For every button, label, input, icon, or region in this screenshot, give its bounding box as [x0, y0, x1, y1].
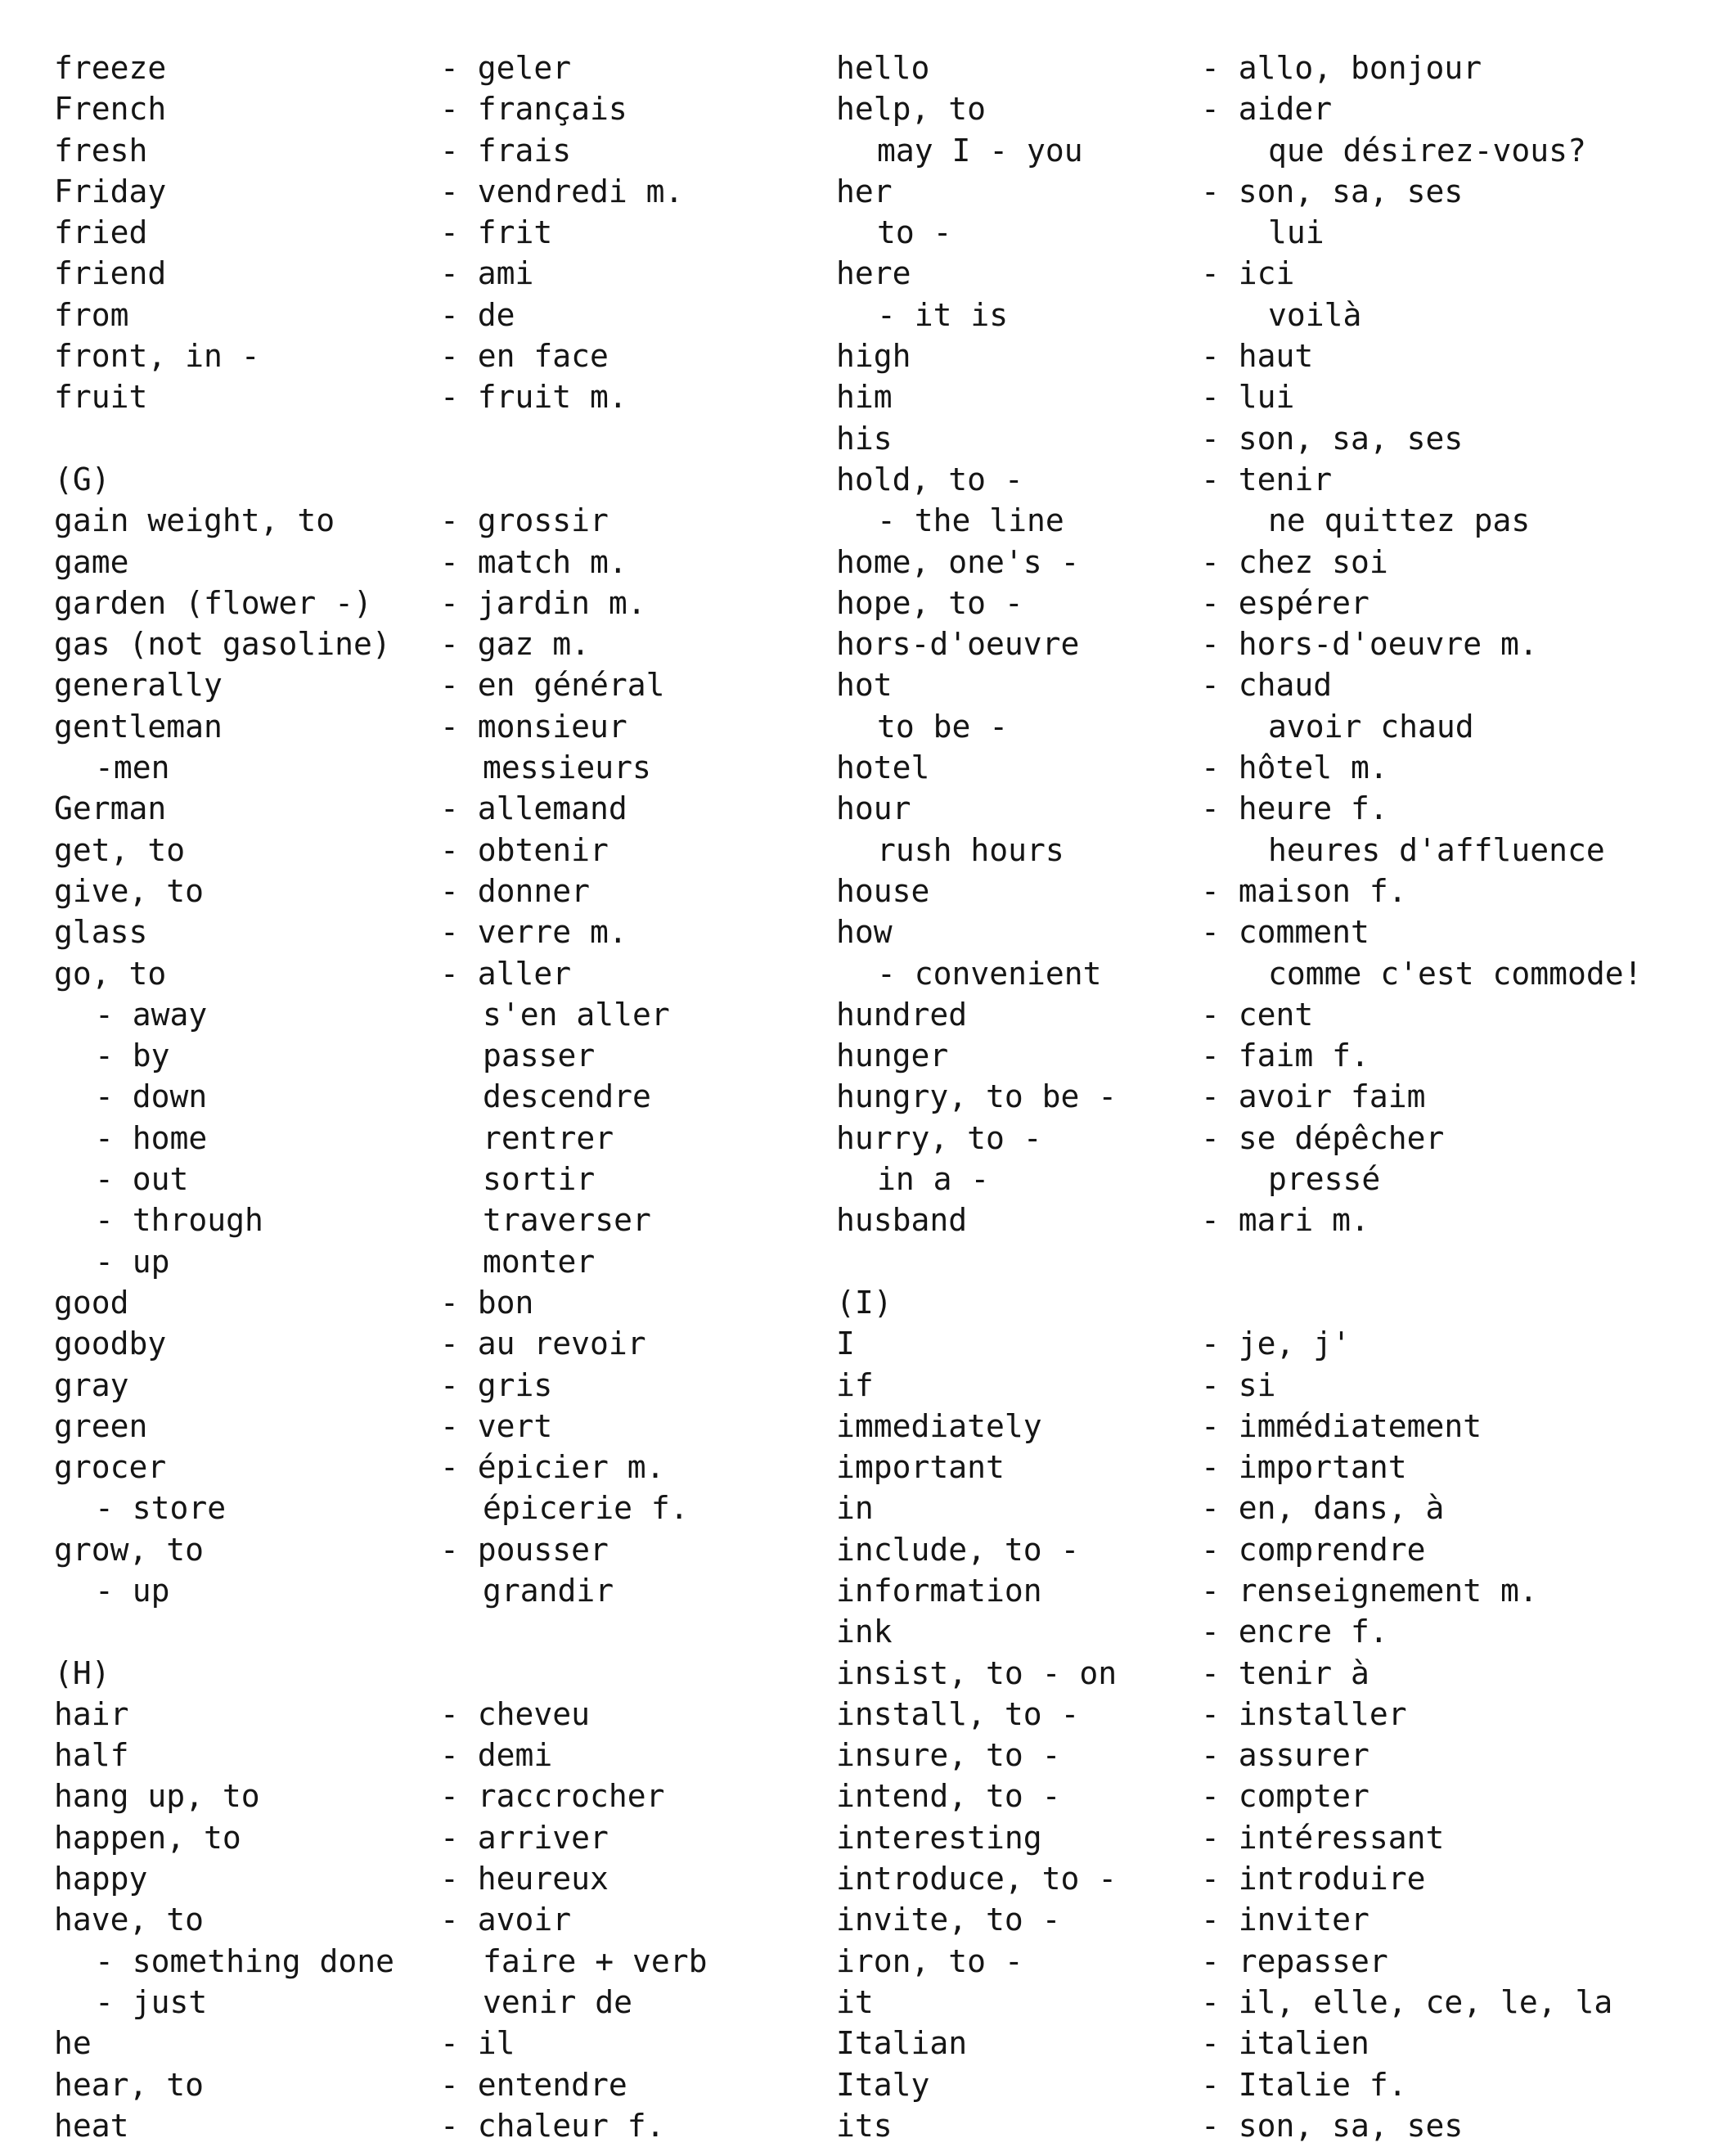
- english-term: (H): [54, 1654, 110, 1691]
- french-translation: - fruit m.: [440, 379, 627, 416]
- french-translation: - heureux: [440, 1861, 609, 1897]
- english-term: get, to: [54, 831, 186, 868]
- french-translation: heures d'affluence: [1268, 831, 1605, 868]
- english-term: hot: [836, 667, 893, 704]
- french-translation: - je, j': [1201, 1326, 1351, 1362]
- french-translation: - jardin m.: [440, 584, 646, 621]
- french-translation: - entendre: [440, 2066, 627, 2103]
- english-term: information: [836, 1572, 1042, 1609]
- english-subterm: - up: [95, 1572, 170, 1609]
- french-translation: - italien: [1201, 2025, 1369, 2062]
- french-translation: - demi: [440, 1737, 553, 1774]
- english-term: his: [836, 420, 893, 457]
- english-term: half: [54, 1737, 129, 1774]
- french-translation: - arriver: [440, 1819, 609, 1856]
- english-term: game: [54, 543, 129, 580]
- french-translation: - gaz m.: [440, 626, 591, 663]
- french-translation: - Italie f.: [1201, 2066, 1407, 2103]
- english-subterm: - by: [95, 1037, 170, 1074]
- french-translation: descendre: [483, 1078, 651, 1115]
- french-translation: - introduire: [1201, 1861, 1426, 1897]
- french-translation: - son, sa, ses: [1201, 173, 1464, 209]
- french-translation: - raccrocher: [440, 1778, 665, 1815]
- english-term: hear, to: [54, 2066, 205, 2103]
- french-translation: - il: [440, 2025, 515, 2062]
- french-translation: - immédiatement: [1201, 1407, 1482, 1444]
- french-translation: voilà: [1268, 296, 1362, 333]
- french-translation: - heure f.: [1201, 790, 1388, 827]
- french-translation: - intéressant: [1201, 1819, 1445, 1856]
- english-term: house: [836, 872, 930, 909]
- english-term: French: [54, 91, 167, 128]
- english-term: have, to: [54, 1902, 205, 1938]
- english-term: give, to: [54, 872, 205, 909]
- french-translation: - chez soi: [1201, 543, 1388, 580]
- english-subterm: - store: [95, 1490, 227, 1527]
- english-term: fruit: [54, 379, 148, 416]
- french-translation: - son, sa, ses: [1201, 2107, 1464, 2144]
- english-term: freeze: [54, 50, 167, 86]
- english-term: hunger: [836, 1037, 949, 1074]
- french-translation: - aller: [440, 955, 572, 992]
- english-term: insist, to - on: [836, 1654, 1118, 1691]
- french-translation: comme c'est commode!: [1268, 955, 1643, 992]
- french-translation: - en face: [440, 338, 609, 375]
- french-translation: - français: [440, 91, 627, 128]
- french-translation: - match m.: [440, 543, 627, 580]
- english-subterm: rush hours: [877, 831, 1064, 868]
- english-term: important: [836, 1449, 1005, 1486]
- french-translation: passer: [483, 1037, 596, 1074]
- english-subterm: - out: [95, 1161, 189, 1198]
- french-translation: - hôtel m.: [1201, 749, 1388, 786]
- french-translation: - en, dans, à: [1201, 1490, 1445, 1527]
- english-term: I: [836, 1326, 855, 1362]
- english-term: include, to -: [836, 1531, 1080, 1568]
- french-translation: - cheveu: [440, 1695, 591, 1732]
- french-translation: venir de: [483, 1983, 633, 2020]
- english-term: green: [54, 1407, 148, 1444]
- english-term: grocer: [54, 1449, 167, 1486]
- french-translation: - il, elle, ce, le, la: [1201, 1983, 1613, 2020]
- english-term: hang up, to: [54, 1778, 260, 1815]
- english-term: hair: [54, 1695, 129, 1732]
- french-translation: - aider: [1201, 91, 1333, 128]
- english-term: install, to -: [836, 1695, 1080, 1732]
- english-term: (G): [54, 461, 110, 497]
- french-translation: - chaleur f.: [440, 2107, 665, 2144]
- french-translation: - comment: [1201, 914, 1369, 951]
- english-term: good: [54, 1284, 129, 1321]
- english-term: grow, to: [54, 1531, 205, 1568]
- english-term: invite, to -: [836, 1902, 1061, 1938]
- english-subterm: in a -: [877, 1161, 990, 1198]
- french-translation: - tenir à: [1201, 1654, 1369, 1691]
- french-translation: que désirez-vous?: [1268, 132, 1586, 169]
- french-translation: ne quittez pas: [1268, 502, 1531, 539]
- english-term: hour: [836, 790, 911, 827]
- french-translation: - de: [440, 296, 515, 333]
- french-translation: - ami: [440, 255, 534, 292]
- english-subterm: - convenient: [877, 955, 1102, 992]
- french-translation: - hors-d'oeuvre m.: [1201, 626, 1538, 663]
- english-term: interesting: [836, 1819, 1042, 1856]
- english-term: gray: [54, 1366, 129, 1403]
- english-term: he: [54, 2025, 92, 2062]
- french-translation: - grossir: [440, 502, 609, 539]
- french-translation: épicerie f.: [483, 1490, 689, 1527]
- english-subterm: - home: [95, 1119, 208, 1156]
- english-subterm: - away: [95, 996, 208, 1033]
- english-subterm: - just: [95, 1983, 208, 2020]
- english-term: its: [836, 2107, 893, 2144]
- french-translation: - épicier m.: [440, 1449, 665, 1486]
- english-subterm: to be -: [877, 708, 1009, 745]
- english-term: happy: [54, 1861, 148, 1897]
- english-term: gain weight, to: [54, 502, 335, 539]
- english-term: introduce, to -: [836, 1861, 1118, 1897]
- french-translation: grandir: [483, 1572, 614, 1609]
- french-translation: - obtenir: [440, 831, 609, 868]
- french-translation: - se dépêcher: [1201, 1119, 1445, 1156]
- french-translation: - avoir faim: [1201, 1078, 1426, 1115]
- english-term: fried: [54, 214, 148, 251]
- english-subterm: - through: [95, 1202, 263, 1239]
- french-translation: - monsieur: [440, 708, 627, 745]
- french-translation: - comprendre: [1201, 1531, 1426, 1568]
- french-translation: - lui: [1201, 379, 1295, 416]
- english-subterm: - something done: [95, 1942, 395, 1979]
- french-translation: s'en aller: [483, 996, 670, 1033]
- english-term: generally: [54, 667, 223, 704]
- french-translation: pressé: [1268, 1161, 1381, 1198]
- french-translation: avoir chaud: [1268, 708, 1474, 745]
- english-term: intend, to -: [836, 1778, 1061, 1815]
- french-translation: lui: [1268, 214, 1324, 251]
- english-term: friend: [54, 255, 167, 292]
- english-term: happen, to: [54, 1819, 241, 1856]
- english-term: gas (not gasoline): [54, 626, 391, 663]
- english-term: gentleman: [54, 708, 223, 745]
- english-term: here: [836, 255, 911, 292]
- english-term: hundred: [836, 996, 968, 1033]
- french-translation: monter: [483, 1243, 596, 1280]
- french-translation: messieurs: [483, 749, 651, 786]
- french-translation: - son, sa, ses: [1201, 420, 1464, 457]
- english-term: fresh: [54, 132, 148, 169]
- english-term: immediately: [836, 1407, 1042, 1444]
- english-term: her: [836, 173, 893, 209]
- french-translation: - cent: [1201, 996, 1314, 1033]
- english-subterm: to -: [877, 214, 952, 251]
- french-translation: - vendredi m.: [440, 173, 684, 209]
- english-term: it: [836, 1983, 874, 2020]
- english-term: high: [836, 338, 911, 375]
- french-translation: - important: [1201, 1449, 1407, 1486]
- english-term: hungry, to be -: [836, 1078, 1118, 1115]
- french-translation: sortir: [483, 1161, 596, 1198]
- french-translation: - allo, bonjour: [1201, 50, 1482, 86]
- english-term: insure, to -: [836, 1737, 1061, 1774]
- english-term: husband: [836, 1202, 968, 1239]
- english-term: German: [54, 790, 167, 827]
- english-term: if: [836, 1366, 874, 1403]
- english-term: hors-d'oeuvre: [836, 626, 1080, 663]
- english-subterm: -men: [95, 749, 170, 786]
- english-subterm: - up: [95, 1243, 170, 1280]
- french-translation: - repasser: [1201, 1942, 1388, 1979]
- english-term: goodby: [54, 1326, 167, 1362]
- english-term: hope, to -: [836, 584, 1023, 621]
- english-term: (I): [836, 1284, 893, 1321]
- french-translation: - allemand: [440, 790, 627, 827]
- french-translation: - en général: [440, 667, 665, 704]
- french-translation: rentrer: [483, 1119, 614, 1156]
- french-translation: - espérer: [1201, 584, 1369, 621]
- french-translation: - donner: [440, 872, 591, 909]
- french-translation: - ici: [1201, 255, 1295, 292]
- english-term: Italy: [836, 2066, 930, 2103]
- french-translation: - maison f.: [1201, 872, 1407, 909]
- french-translation: - si: [1201, 1366, 1276, 1403]
- french-translation: - encre f.: [1201, 1614, 1388, 1650]
- english-term: hold, to -: [836, 461, 1023, 497]
- french-translation: - bon: [440, 1284, 534, 1321]
- english-term: how: [836, 914, 893, 951]
- french-translation: - geler: [440, 50, 572, 86]
- french-translation: - gris: [440, 1366, 553, 1403]
- english-term: home, one's -: [836, 543, 1080, 580]
- french-translation: - frit: [440, 214, 553, 251]
- english-term: heat: [54, 2107, 129, 2144]
- english-term: him: [836, 379, 893, 416]
- english-term: go, to: [54, 955, 167, 992]
- french-translation: - faim f.: [1201, 1037, 1369, 1074]
- french-translation: - renseignement m.: [1201, 1572, 1538, 1609]
- french-translation: - avoir: [440, 1902, 572, 1938]
- french-translation: - vert: [440, 1407, 553, 1444]
- english-term: Friday: [54, 173, 167, 209]
- french-translation: - tenir: [1201, 461, 1333, 497]
- french-translation: - au revoir: [440, 1326, 646, 1362]
- french-translation: - installer: [1201, 1695, 1407, 1732]
- english-term: glass: [54, 914, 148, 951]
- french-translation: - chaud: [1201, 667, 1333, 704]
- french-translation: - assurer: [1201, 1737, 1369, 1774]
- english-term: Italian: [836, 2025, 968, 2062]
- french-translation: - verre m.: [440, 914, 627, 951]
- french-translation: - compter: [1201, 1778, 1369, 1815]
- french-translation: - pousser: [440, 1531, 609, 1568]
- english-subterm: - the line: [877, 502, 1064, 539]
- english-term: iron, to -: [836, 1942, 1023, 1979]
- english-term: from: [54, 296, 129, 333]
- english-term: ink: [836, 1614, 893, 1650]
- english-subterm: - down: [95, 1078, 208, 1115]
- english-subterm: may I - you: [877, 132, 1083, 169]
- french-translation: faire + verb: [483, 1942, 708, 1979]
- english-term: in: [836, 1490, 874, 1527]
- english-term: garden (flower -): [54, 584, 372, 621]
- english-term: hotel: [836, 749, 930, 786]
- french-translation: - haut: [1201, 338, 1314, 375]
- french-translation: - inviter: [1201, 1902, 1369, 1938]
- french-translation: - mari m.: [1201, 1202, 1369, 1239]
- english-term: hurry, to -: [836, 1119, 1042, 1156]
- english-term: hello: [836, 50, 930, 86]
- english-subterm: - it is: [877, 296, 1009, 333]
- french-translation: traverser: [483, 1202, 651, 1239]
- french-translation: - frais: [440, 132, 572, 169]
- english-term: help, to: [836, 91, 987, 128]
- english-term: front, in -: [54, 338, 260, 375]
